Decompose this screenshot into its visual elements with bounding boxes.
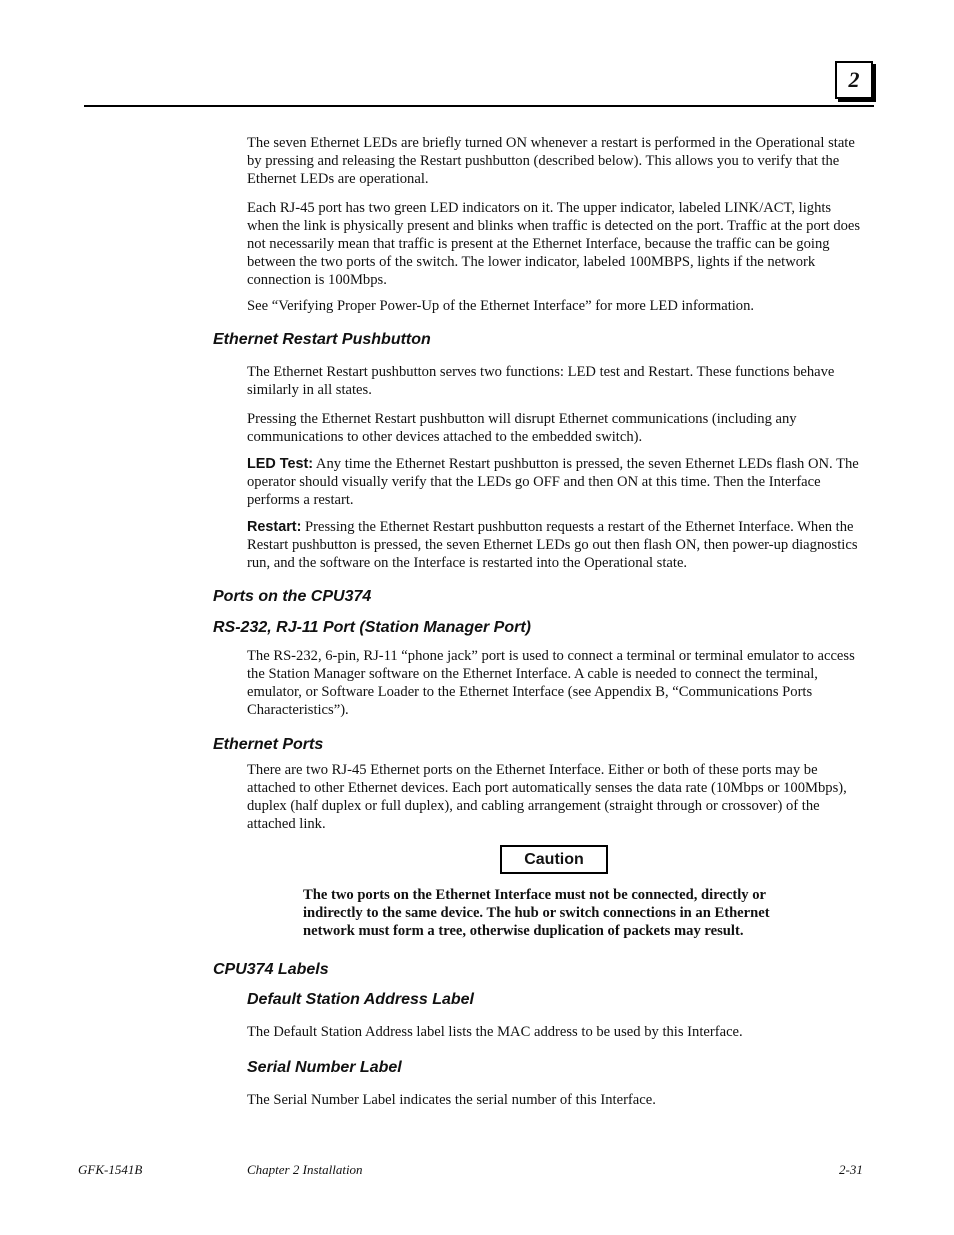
footer-page-number: 2-31: [839, 1162, 863, 1177]
heading-restart-pushbutton: Ethernet Restart Pushbutton: [213, 331, 431, 348]
led-test-text: Any time the Ethernet Restart pushbutton is pressed, the seven Ethernet LEDs flash ON. The operator should visually verify that the LEDs go OFF and then ON at this time. Then the Interface performs a restart.: [247, 456, 859, 508]
heading-ports: Ports on the CPU374: [213, 588, 372, 605]
caution-box: Caution: [500, 845, 608, 874]
paragraph-rj45-leds: Each RJ-45 port has two green LED indicators on it. The upper indicator, labeled LINK/ACT, lights when the link is physically present and blinks when traffic is detected on the port. Traffic at the port does not necessarily mean that traffic is present at the Ethernet Interface, because the traffic can be going between the two ports of the switch. The lower indicator, labeled 100MBPS, lights if the network connection is 100Mbps.: [247, 200, 861, 288]
chapter-number-box: 2: [835, 61, 873, 99]
paragraph-restart: [247, 518, 862, 572]
caution-text: The two ports on the Ethernet Interface must not be connected, directly or indirectly to the same device. The hub or switch connections in an Ethernet network must form a tree, otherwise duplication of packets may result.: [303, 887, 770, 939]
paragraph-disrupt-warning: Pressing the Ethernet Restart pushbutton will disrupt Ethernet communications (including any communications to other devices attached to the embedded switch).: [247, 411, 797, 445]
heading-serial-number: Serial Number Label: [247, 1059, 402, 1076]
paragraph-led-test: [247, 455, 862, 509]
paragraph-pushbutton-functions: The Ethernet Restart pushbutton serves two functions: LED test and Restart. These functions behave similarly in all states.: [247, 364, 835, 398]
footer-chapter: Chapter 2 Installation: [247, 1162, 363, 1177]
heading-default-address: Default Station Address Label: [247, 991, 474, 1008]
paragraph-see-verifying: See “Verifying Proper Power-Up of the Ethernet Interface” for more LED information.: [247, 298, 755, 314]
footer-doc-id: GFK-1541B: [78, 1162, 143, 1177]
restart-label: Restart:: [247, 519, 302, 535]
restart-text: Pressing the Ethernet Restart pushbutton requests a restart of the Ethernet Interface. When the Restart pushbutton is pressed, the seven Ethernet LEDs go out then flash ON, then power-up diagnostics run, and the software on the Interface is restarted into the Operational state.: [247, 519, 858, 571]
paragraph-led-restart: The seven Ethernet LEDs are briefly turned ON whenever a restart is performed in the Operational state by pressing and releasing the Restart pushbutton (described below). This allows you to verify that the Ethernet LEDs are operational.: [247, 135, 855, 187]
heading-ethernet-ports: Ethernet Ports: [213, 736, 324, 753]
heading-rs232: RS-232, RJ-11 Port (Station Manager Port): [213, 619, 531, 636]
paragraph-ethernet-ports: There are two RJ-45 Ethernet ports on the Ethernet Interface. Either or both of these ports may be attached to other Ethernet devices. Each port automatically senses the data rate (10Mbps or 100Mbps), duplex (half duplex or full duplex), and cabling arrangement (straight through or crossover) of the attached link.: [247, 762, 847, 832]
heading-labels: CPU374 Labels: [213, 961, 329, 978]
paragraph-rs232: The RS-232, 6-pin, RJ-11 “phone jack” port is used to connect a terminal or terminal emulator to access the Station Manager software on the Ethernet Interface. A cable is needed to connect the terminal, emulator, or Software Loader to the Ethernet Interface (see Appendix B, “Communications Ports Characteristics”).: [247, 648, 855, 718]
led-test-label: LED Test:: [247, 456, 314, 472]
paragraph-serial-number: The Serial Number Label indicates the serial number of this Interface.: [247, 1092, 656, 1108]
header-rule: [84, 105, 874, 107]
paragraph-default-address: The Default Station Address label lists the MAC address to be used by this Interface.: [247, 1024, 743, 1040]
